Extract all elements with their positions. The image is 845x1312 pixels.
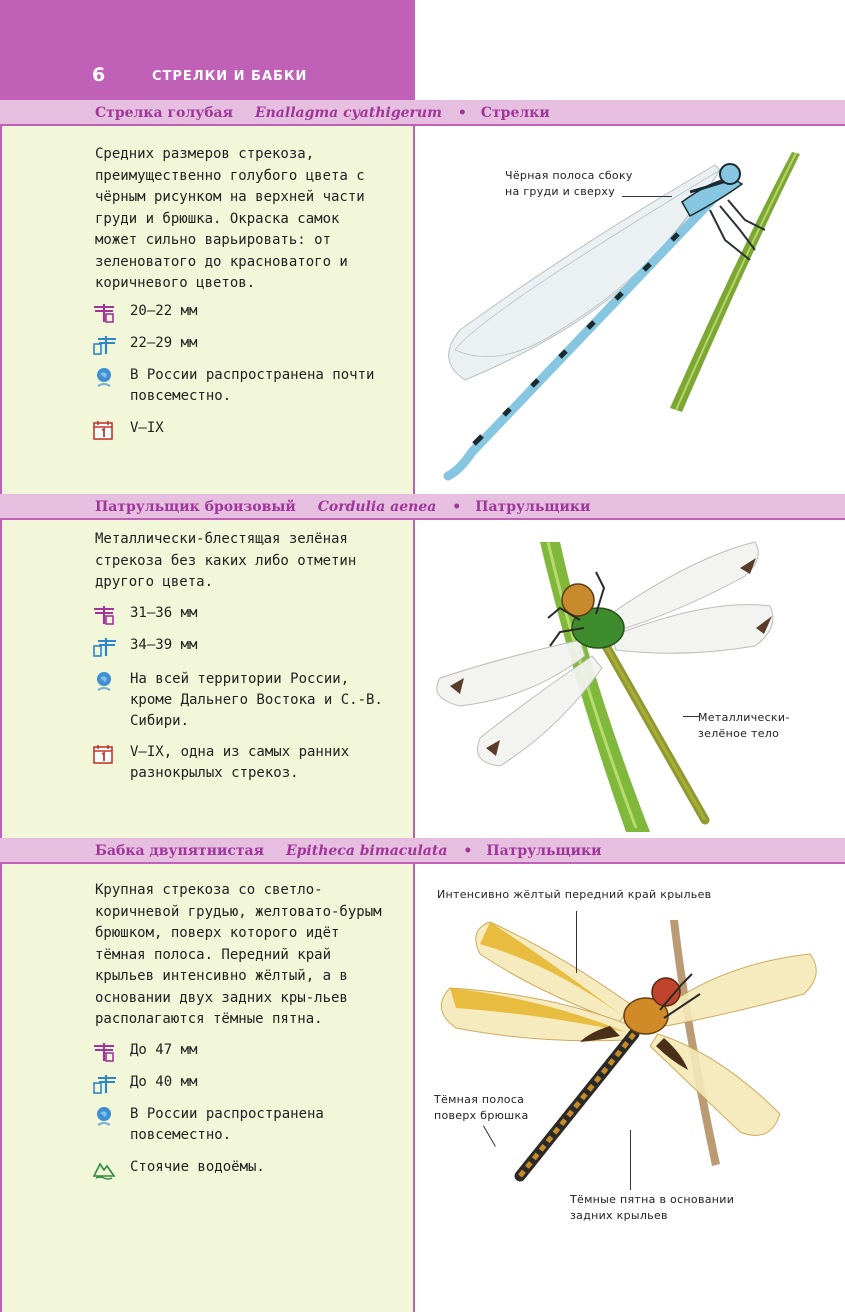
fact-text: До 40 мм [130,1074,198,1090]
fact-flight-period [92,742,392,781]
fact-female-size [92,301,392,323]
fact-female-size [92,603,392,625]
calendar-flight-period-icon [92,743,116,765]
fact-habitat [92,1157,392,1179]
separator-dot: • [463,843,473,859]
fact-text: V–IX [130,420,164,436]
callout-leader [683,716,699,717]
fact-text: V–IX, одна из самых ранних разнокрылых стрекоз. [130,744,350,781]
fact-female-size [92,1040,392,1062]
calendar-flight-period-icon [92,419,116,441]
habitat-water-icon [92,1158,116,1180]
dragonfly-male-size-icon [92,1073,116,1095]
callout-body: Металлически-зелёное тело [698,711,790,740]
callout-leader [576,911,577,973]
species-group: Патрульщики [486,843,602,859]
fact-text: Стоячие водоёмы. [130,1159,265,1175]
fact-range [92,365,392,404]
callout-dark-spots: Тёмные пятна в основании задних крыльев [570,1193,735,1222]
fact-male-size [92,1072,392,1094]
callout-thorax-stripe: Чёрная полоса сбоку на груди и сверху [505,169,633,198]
species-header-3 [0,838,845,864]
separator-dot: • [452,499,462,515]
species-latin-name: Cordulia aenea [317,499,437,515]
dragonfly-male-size-icon [92,636,116,658]
callout-leader [630,1130,631,1190]
callout-dark-stripe: Тёмная полоса поверх брюшка [434,1093,529,1122]
species-latin-name: Enallagma cyathigerum [254,105,442,121]
species-header-1 [0,100,845,126]
page-header-band [0,0,415,100]
fact-text: В России распространена почти повсеместно. [130,367,375,404]
species-latin-name: Epitheca bimaculata [285,843,448,859]
fact-text: В России распространена повсеместно. [130,1106,324,1143]
dragonfly-female-size-icon [92,1041,116,1063]
globe-range-icon [92,670,116,692]
species-group: Стрелки [480,105,550,121]
species-description: Крупная стрекоза со светло-коричневой грудью, желтовато-бурым брюшком, поверх которого идёт тёмная полоса. Передний край крыльев интенсивно жёлтый, а в основании двух задних кры-льев располагаются тёмные пятна. [95,882,382,1027]
section-title: СТРЕЛКИ И БАБКИ [152,69,308,84]
species-header-2 [0,494,845,520]
globe-range-icon [92,366,116,388]
fact-male-size [92,635,392,657]
species-name: Стрелка голубая [95,105,233,121]
fact-range [92,1104,392,1143]
dragonfly-male-size-icon [92,334,116,356]
dragonfly-female-size-icon [92,604,116,626]
page-number: 6 [92,64,106,86]
fact-range [92,669,392,729]
fact-text: 34–39 мм [130,637,198,653]
fact-text: 20–22 мм [130,303,198,319]
photo-cordulia-aenea [420,528,840,834]
species-group: Патрульщики [475,499,591,515]
fact-text: 22–29 мм [130,335,198,351]
fact-male-size [92,333,392,355]
fact-flight-period [92,418,392,440]
callout-yellow-wing-edge: Интенсивно жёлтый передний край крыльев [437,888,712,901]
fact-text: До 47 мм [130,1042,198,1058]
globe-range-icon [92,1105,116,1127]
species-name: Бабка двупятнистая [95,843,264,859]
species-description: Металлически-блестящая зелёная стрекоза без каких либо отметин другого цвета. [95,531,357,590]
damselfly-head [720,164,740,184]
separator-dot: • [457,105,467,121]
species-name: Патрульщик бронзовый [95,499,296,515]
species-description: Средних размеров стрекоза, преимущественно голубого цвета с чёрным рисунком на верхней части груди и брюшка. Окраска самок может сильно варьировать: от зеленоватого до красноватого и коричневого цветов. [95,146,365,291]
fact-text: На всей территории России, кроме Дальнего Востока и С.-В. Сибири. [130,671,383,729]
fact-text: 31–36 мм [130,605,198,621]
dragonfly-female-size-icon [92,302,116,324]
